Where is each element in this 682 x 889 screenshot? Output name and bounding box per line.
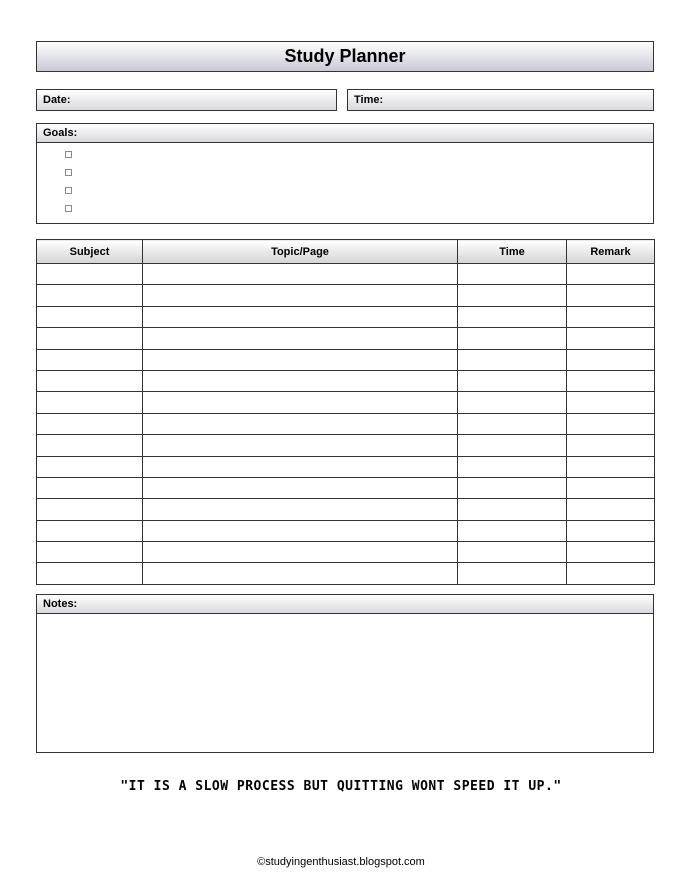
notes-label: Notes: bbox=[43, 598, 78, 610]
topic-page-cell[interactable] bbox=[143, 285, 458, 306]
time-cell[interactable] bbox=[458, 435, 567, 456]
time-cell[interactable] bbox=[458, 264, 567, 285]
goal-checkbox[interactable] bbox=[65, 151, 72, 158]
topic-page-cell[interactable] bbox=[143, 520, 458, 541]
topic-page-cell[interactable] bbox=[143, 306, 458, 327]
time-cell[interactable] bbox=[458, 306, 567, 327]
topic-page-cell[interactable] bbox=[143, 328, 458, 349]
table-row bbox=[37, 328, 655, 349]
remark-header: Remark bbox=[567, 240, 655, 264]
goals-section bbox=[36, 123, 654, 224]
table-row bbox=[37, 264, 655, 285]
table-row bbox=[37, 456, 655, 477]
remark-cell[interactable] bbox=[567, 370, 655, 391]
time-field[interactable] bbox=[347, 89, 654, 111]
subject-cell[interactable] bbox=[37, 285, 143, 306]
table-row bbox=[37, 285, 655, 306]
topic-page-cell[interactable] bbox=[143, 435, 458, 456]
table-row bbox=[37, 370, 655, 391]
remark-cell[interactable] bbox=[567, 477, 655, 498]
notes-header bbox=[37, 595, 653, 614]
subject-cell[interactable] bbox=[37, 456, 143, 477]
table-row bbox=[37, 306, 655, 327]
remark-cell[interactable] bbox=[567, 499, 655, 520]
subject-cell[interactable] bbox=[37, 542, 143, 563]
notes-section[interactable] bbox=[36, 594, 654, 753]
time-label: Time: bbox=[354, 94, 384, 106]
time-cell[interactable] bbox=[458, 370, 567, 391]
page-title bbox=[36, 41, 654, 72]
topic-page-cell[interactable] bbox=[143, 477, 458, 498]
table-row bbox=[37, 563, 655, 584]
subject-cell[interactable] bbox=[37, 349, 143, 370]
study-table bbox=[36, 239, 655, 585]
goals-header bbox=[37, 124, 653, 143]
remark-cell[interactable] bbox=[567, 563, 655, 584]
subject-cell[interactable] bbox=[37, 477, 143, 498]
time-cell[interactable] bbox=[458, 285, 567, 306]
topic-page-cell[interactable] bbox=[143, 456, 458, 477]
topic-page-cell[interactable] bbox=[143, 392, 458, 413]
subject-cell[interactable] bbox=[37, 520, 143, 541]
table-row bbox=[37, 499, 655, 520]
topic-page-cell[interactable] bbox=[143, 370, 458, 391]
table-row bbox=[37, 520, 655, 541]
subject-cell[interactable] bbox=[37, 392, 143, 413]
goals-label: Goals: bbox=[43, 127, 78, 139]
time-cell[interactable] bbox=[458, 499, 567, 520]
remark-cell[interactable] bbox=[567, 349, 655, 370]
time-cell[interactable] bbox=[458, 328, 567, 349]
credit-text: ©studyingenthusiast.blogspot.com bbox=[257, 856, 425, 868]
time-cell[interactable] bbox=[458, 542, 567, 563]
subject-cell[interactable] bbox=[37, 328, 143, 349]
motivational-quote: "IT IS A SLOW PROCESS BUT QUITTING WONT SPEED IT UP." bbox=[120, 779, 562, 794]
table-row bbox=[37, 349, 655, 370]
goal-checkbox[interactable] bbox=[65, 169, 72, 176]
time-cell[interactable] bbox=[458, 563, 567, 584]
time-cell[interactable] bbox=[458, 520, 567, 541]
topic-page-header: Topic/Page bbox=[143, 240, 458, 264]
date-label: Date: bbox=[43, 94, 71, 106]
subject-header: Subject bbox=[37, 240, 143, 264]
topic-page-cell[interactable] bbox=[143, 413, 458, 434]
remark-cell[interactable] bbox=[567, 264, 655, 285]
topic-page-cell[interactable] bbox=[143, 349, 458, 370]
table-row bbox=[37, 477, 655, 498]
topic-page-cell[interactable] bbox=[143, 542, 458, 563]
subject-cell[interactable] bbox=[37, 499, 143, 520]
study-table-body bbox=[37, 264, 655, 585]
remark-cell[interactable] bbox=[567, 328, 655, 349]
table-row bbox=[37, 542, 655, 563]
table-row bbox=[37, 413, 655, 434]
time-cell[interactable] bbox=[458, 456, 567, 477]
remark-cell[interactable] bbox=[567, 413, 655, 434]
subject-cell[interactable] bbox=[37, 563, 143, 584]
time-header: Time bbox=[458, 240, 567, 264]
table-header-row bbox=[37, 240, 655, 264]
remark-cell[interactable] bbox=[567, 542, 655, 563]
table-row bbox=[37, 392, 655, 413]
goal-checkbox[interactable] bbox=[65, 205, 72, 212]
remark-cell[interactable] bbox=[567, 520, 655, 541]
time-cell[interactable] bbox=[458, 392, 567, 413]
page-title-text: Study Planner bbox=[284, 46, 406, 66]
time-cell[interactable] bbox=[458, 349, 567, 370]
remark-cell[interactable] bbox=[567, 435, 655, 456]
goal-checkbox[interactable] bbox=[65, 187, 72, 194]
date-field[interactable] bbox=[36, 89, 337, 111]
subject-cell[interactable] bbox=[37, 264, 143, 285]
remark-cell[interactable] bbox=[567, 285, 655, 306]
time-cell[interactable] bbox=[458, 413, 567, 434]
remark-cell[interactable] bbox=[567, 456, 655, 477]
subject-cell[interactable] bbox=[37, 435, 143, 456]
subject-cell[interactable] bbox=[37, 370, 143, 391]
remark-cell[interactable] bbox=[567, 392, 655, 413]
time-cell[interactable] bbox=[458, 477, 567, 498]
topic-page-cell[interactable] bbox=[143, 499, 458, 520]
topic-page-cell[interactable] bbox=[143, 264, 458, 285]
topic-page-cell[interactable] bbox=[143, 563, 458, 584]
remark-cell[interactable] bbox=[567, 306, 655, 327]
subject-cell[interactable] bbox=[37, 306, 143, 327]
table-row bbox=[37, 435, 655, 456]
subject-cell[interactable] bbox=[37, 413, 143, 434]
